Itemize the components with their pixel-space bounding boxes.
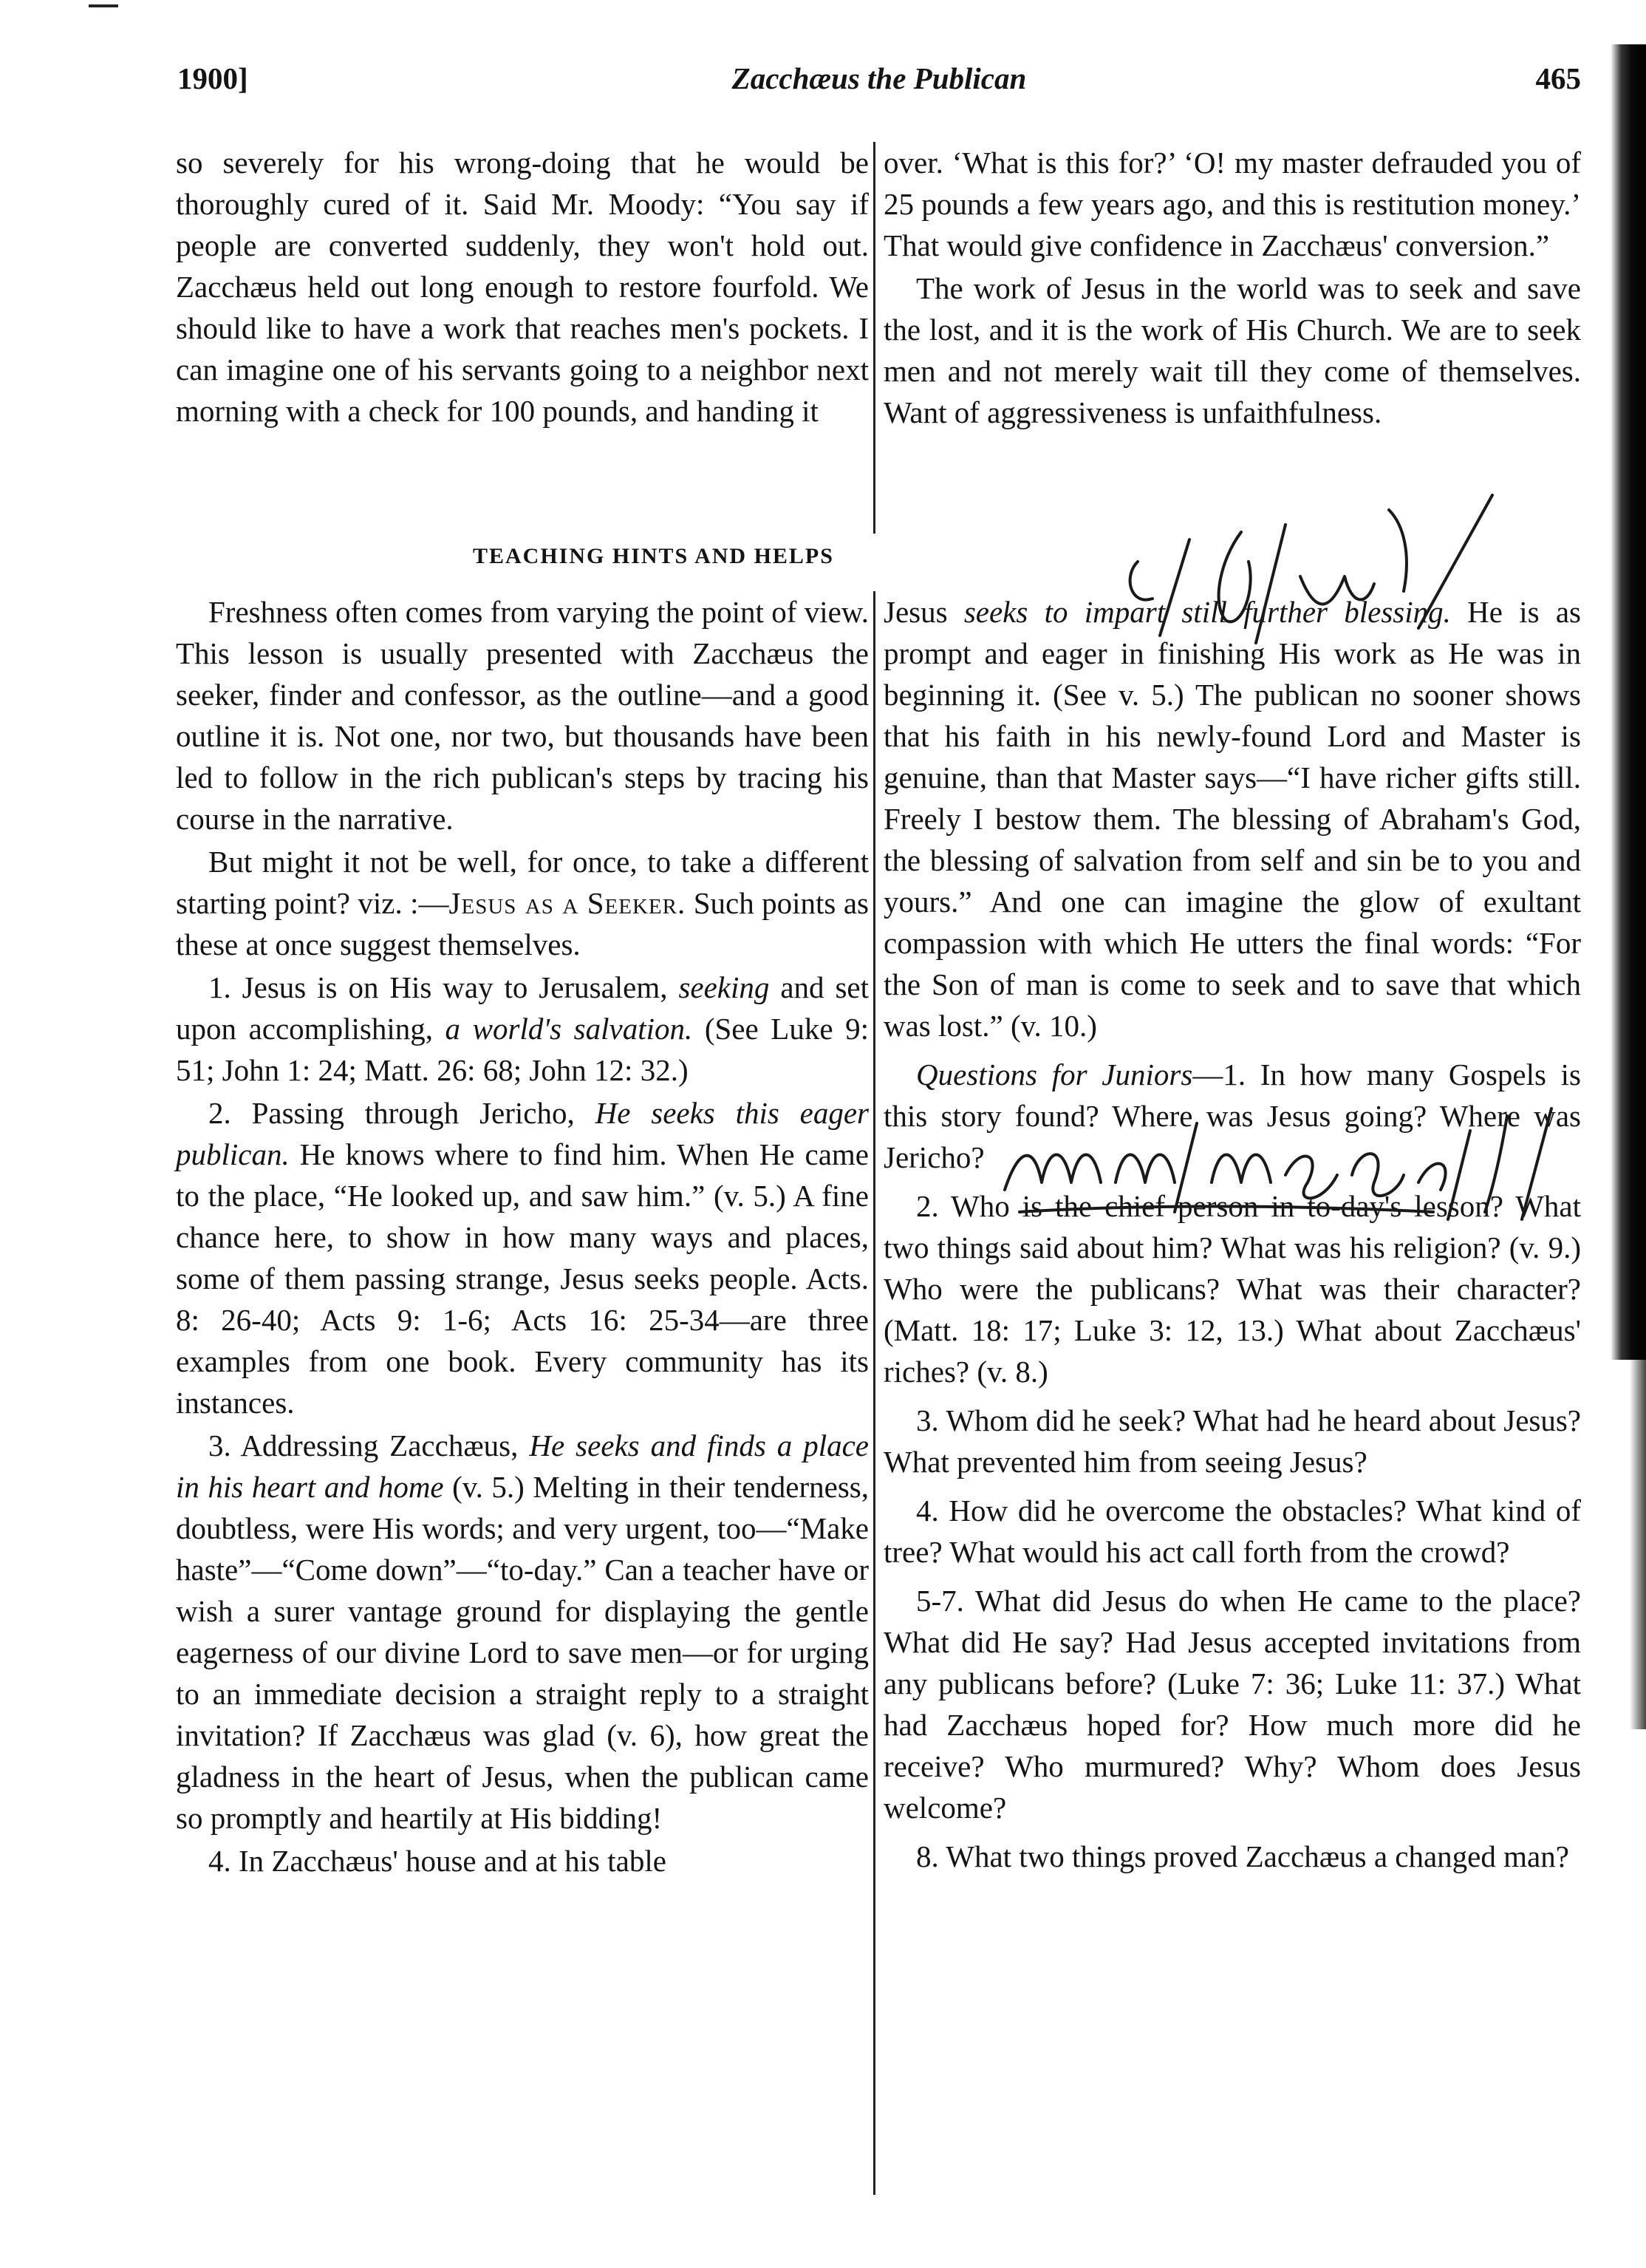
scan-edge-shadow bbox=[1611, 44, 1646, 1360]
paragraph: so severely for his wrong-doing that he would be thoroughly cured of it. Said Mr. Moody: “You say if people are converted suddenly, they won't hold out. Zacchæus held out long enough to restore fourfold. We should like to have a work that reaches men's pockets. I can imagine one of his servants going to a neighbor next morning with a check for 100 pounds, and handing it bbox=[176, 146, 869, 428]
column-rule bbox=[873, 591, 875, 2195]
italic-run: seeking bbox=[678, 970, 770, 1004]
text-run: (v. 5.) Melting in their tenderness, doubtless, were His words; and very urgent, too—“Make haste”—“Come down”—“to-day.” Can a teacher have or wish a surer vantage ground for displaying the gentle eagerness of our divine Lord to save men—or for urging to an immediate decision a straight reply to a straight invitation? If Zacchæus was glad (v. 6), how great the gladness in the heart of Jesus, when the publican came so promptly and heartily at His bidding! bbox=[176, 1470, 870, 1835]
top-right-column bbox=[884, 142, 1581, 435]
section-heading: TEACHING HINTS AND HELPS bbox=[473, 544, 834, 568]
header-title: Zacchæus the Publican bbox=[731, 61, 1027, 95]
text-run: Jesus bbox=[884, 595, 964, 629]
italic-run: He seeks and finds a place in his heart and home bbox=[176, 1428, 869, 1504]
italic-heading: Questions for Juniors bbox=[916, 1058, 1193, 1092]
paragraph: 4. In Zacchæus' house and at his table bbox=[208, 1844, 666, 1878]
scan-mark bbox=[89, 4, 118, 7]
bottom-left-column bbox=[176, 591, 869, 1883]
text-run: 3. Addressing Zacchæus, bbox=[208, 1428, 530, 1462]
paragraph bbox=[176, 1092, 869, 1423]
paragraph bbox=[176, 1425, 869, 1839]
paragraph bbox=[884, 1054, 1581, 1178]
paragraph: 5-7. What did Jesus do when He came to the place? What did He say? Had Jesus accepted invitations from any publicans before? (Luke 7: 36; Luke 11: 37.) What had Zacchæus hoped for? How much more did he receive? Who murmured? Why? Whom does Jesus welcome? bbox=[884, 1584, 1581, 1825]
text-run: (See Luke 9: 51; John 1: 24; Matt. 26: 68; John 12: 32.) bbox=[176, 1012, 869, 1087]
bottom-right-column bbox=[884, 591, 1581, 1879]
italic-run: He seeks this eager publican. bbox=[176, 1096, 869, 1171]
scan-edge-shadow-lower bbox=[1630, 1360, 1646, 1729]
paragraph: 3. Whom did he seek? What had he heard about Jesus? What prevented him from seeing Jesus? bbox=[884, 1403, 1581, 1479]
text-run: —1. In how many Gospels is this story found? Where was Jesus going? Where was Jericho? bbox=[884, 1058, 1581, 1174]
paragraph: Freshness often comes from varying the point of view. This lesson is usually presented with Zacchæus the seeker, finder and confessor, as the outline—and a good outline it is. Not one, nor two, but thousands have been led to follow in the rich publican's steps by tracing his course in the narrative. bbox=[176, 595, 869, 836]
paragraph: over. ‘What is this for?’ ‘O! my master defrauded you of 25 pounds a few years ago, and this is restitution money.’ That would give confidence in Zacchæus' conversion.” bbox=[884, 146, 1581, 262]
paragraph bbox=[884, 591, 1581, 1046]
paragraph: 8. What two things proved Zacchæus a changed man? bbox=[916, 1839, 1569, 1873]
text-run: and set upon accomplishing, bbox=[176, 970, 869, 1046]
running-header bbox=[177, 61, 1581, 105]
small-caps-heading: Jesus as a Seeker. bbox=[448, 886, 686, 920]
paragraph: 2. Who is the chief person in to-day's lesson? What two things said about him? What was his religion? (v. 9.) Who were the publicans? What was their character? (Matt. 18: 17; Luke 3: 12, 13.) What about Zacchæus' riches? (v. 8.) bbox=[884, 1189, 1581, 1389]
header-year: 1900] bbox=[177, 61, 248, 95]
text-run: He knows where to find him. When He came to the place, “He looked up, and saw him.” (v. 5.) A fine chance here, to show in how many ways and places, some of them passing strange, Jesus seeks people. Acts. 8: 26-40; Acts 9: 1-6; Acts 16: 25-34—are three examples from one book. Every community has its instances. bbox=[176, 1137, 869, 1420]
text-run: 1. Jesus is on His way to Jerusalem, bbox=[208, 970, 679, 1004]
text-run: He is as prompt and eager in finishing His work as He was in beginning it. (See v. 5.) The publican no sooner shows that his faith in his newly-found Lord and Master is genuine, than that Master says—“I have richer gifts still. Freely I bestow them. The blessing of Abraham's God, the blessing of salvation from self and sin be to you and yours.” And one can imagine the glow of exultant compassion with which He utters the final words: “For the Son of man is come to seek and to save that which was lost.” (v. 10.) bbox=[884, 595, 1581, 1043]
paragraph: The work of Jesus in the world was to seek and save the lost, and it is the work of His Church. We are to seek men and not merely wait till they come of themselves. Want of aggressiveness is unfaithfulness. bbox=[884, 271, 1581, 429]
top-left-column bbox=[176, 142, 869, 433]
text-run: 2. Passing through Jericho, bbox=[208, 1096, 595, 1130]
italic-run: seeks to impart still further blessing. bbox=[963, 595, 1451, 629]
text-run: Such points as these at once suggest themselves. bbox=[176, 886, 869, 961]
paragraph bbox=[176, 967, 869, 1091]
paragraph: 4. How did he overcome the obstacles? What kind of tree? What would his act call forth from the crowd? bbox=[884, 1494, 1581, 1569]
column-rule bbox=[873, 142, 875, 534]
page-number: 465 bbox=[1535, 61, 1581, 95]
paragraph bbox=[176, 841, 869, 965]
text-run: But might it not be well, for once, to take a different starting point? viz. :— bbox=[176, 845, 869, 920]
italic-run: a world's salvation. bbox=[445, 1012, 693, 1046]
